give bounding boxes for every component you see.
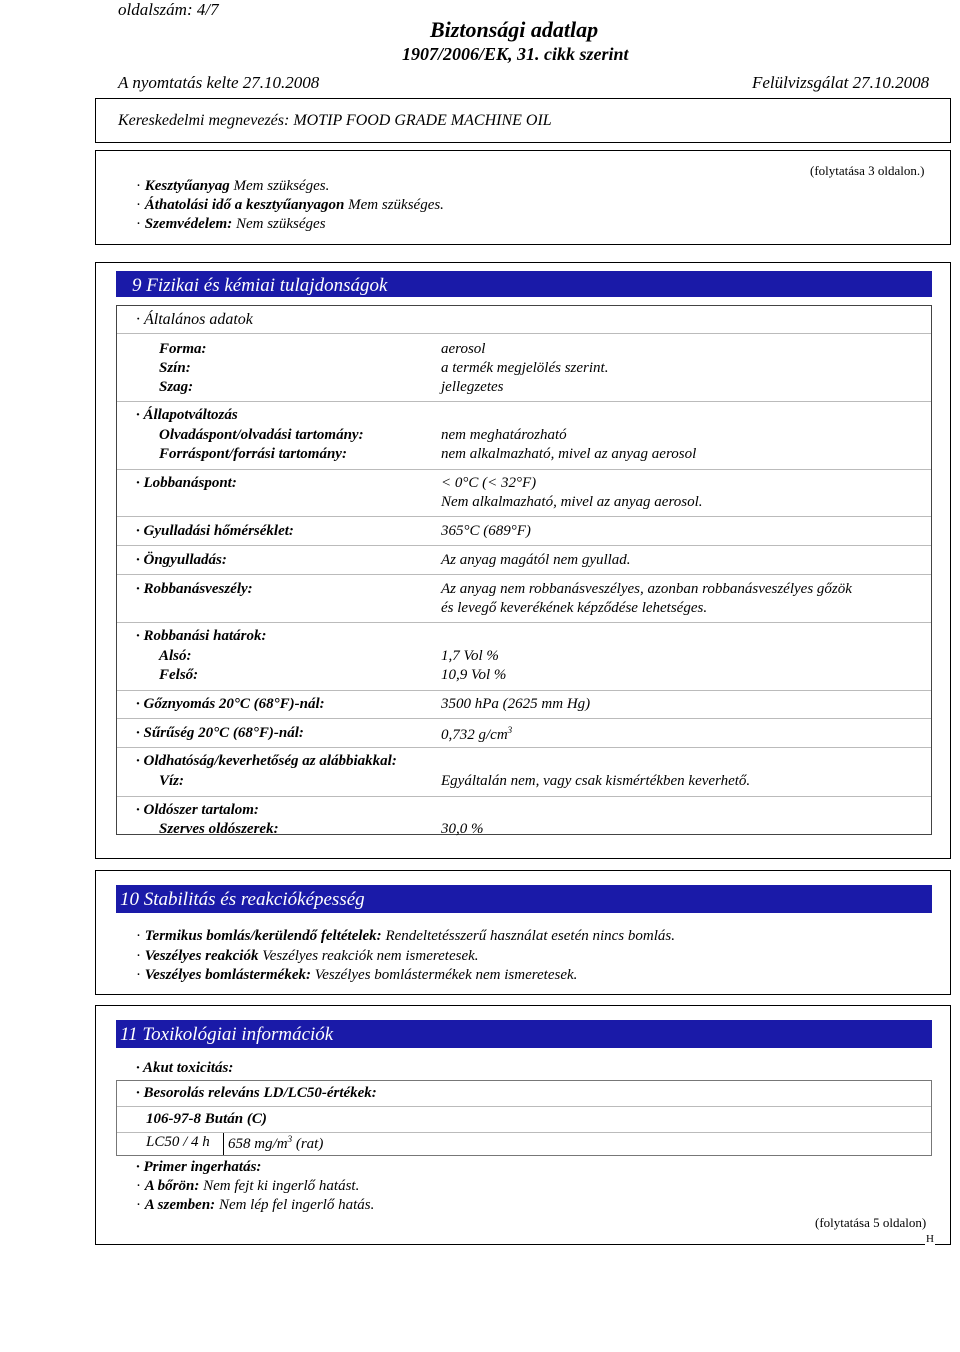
- water-value: Egyáltalán nem, vagy csak kismértékben keverhető.: [441, 773, 751, 789]
- section-11-box: [95, 1005, 951, 1245]
- explosion-hazard-value-2: és levegő keverékének képződése lehetséges.: [441, 600, 708, 616]
- odor-value: jellegzetes: [441, 379, 504, 395]
- explosion-limits-label: · Robbanási határok:: [136, 628, 267, 644]
- form-value: aerosol: [441, 341, 486, 357]
- gloves-line: · Kesztyűanyag Mem szükséges.: [136, 178, 330, 194]
- eye-protection-line: · Szemvédelem: Nem szükséges: [136, 216, 326, 232]
- lc50-label: LC50 / 4 h: [146, 1134, 210, 1150]
- section-9-box: [95, 262, 951, 859]
- trade-name-box: [95, 98, 951, 143]
- organic-solvents-label: Szerves oldószerek:: [159, 821, 279, 837]
- section-11-title: 11 Toxikológiai információk: [120, 1024, 334, 1045]
- review-date: Felülvizsgálat 27.10.2008: [752, 73, 930, 92]
- flash-point-label: · Lobbanáspont:: [136, 475, 237, 491]
- general-data: · Általános adatok: [136, 311, 253, 328]
- self-ignition-value: Az anyag magától nem gyullad.: [441, 552, 631, 568]
- organic-solvents-value: 30,0 %: [441, 821, 484, 837]
- melting-value: nem meghatározható: [441, 427, 567, 443]
- vapor-pressure-label: · Gőznyomás 20°C (68°F)-nál:: [136, 696, 325, 712]
- ignition-temp-value: 365°C (689°F): [441, 523, 531, 539]
- solubility-label: · Oldhatóság/keverhetőség az alábbiakkal:: [136, 753, 397, 769]
- upper-limit-label: Felső:: [159, 667, 199, 683]
- solvent-content-label: · Oldószer tartalom:: [136, 802, 259, 818]
- form-label: Forma:: [159, 341, 207, 357]
- state-change: · Állapotváltozás: [136, 407, 238, 423]
- thermal-decomposition: · Termikus bomlás/kerülendő feltételek: Rendeltetésszerű használat esetén nincs bomlás.: [136, 928, 675, 944]
- melting-label: Olvadáspont/olvadási tartomány:: [159, 427, 364, 443]
- continued-from: (folytatása 3 oldalon.): [810, 163, 925, 178]
- lower-limit-label: Alsó:: [159, 648, 192, 664]
- section-10-title: 10 Stabilitás és reakcióképesség: [120, 889, 365, 910]
- lc50-value: 658 $mg/m^3$ (rat): [228, 1134, 324, 1152]
- footer-mark: H: [926, 1233, 934, 1245]
- explosion-hazard-label: · Robbanásveszély:: [136, 581, 253, 597]
- page-number: oldalszám: 4/7: [118, 0, 219, 19]
- substance-butane: 106-97-8 Bután (C): [146, 1111, 267, 1127]
- section-9-title-bar: [116, 271, 932, 297]
- trade-name: Kereskedelmi megnevezés: MOTIP FOOD GRADE MACHINE OIL: [118, 112, 552, 129]
- acute-toxicity: · Akut toxicitás:: [136, 1060, 234, 1076]
- section-10-title-bar: [116, 885, 932, 913]
- skin-irritation: · A bőrön: Nem fejt ki ingerlő hatást.: [136, 1178, 360, 1194]
- boiling-value: nem alkalmazható, mivel az anyag aerosol: [441, 446, 697, 462]
- density-value: 0,732 $g/cm^3$: [441, 725, 513, 743]
- color-value: a termék megjelölés szerint.: [441, 360, 609, 376]
- hazardous-reactions: · Veszélyes reakciók Veszélyes reakciók nem ismeretesek.: [136, 948, 479, 964]
- hazardous-decomposition-products: · Veszélyes bomlástermékek: Veszélyes bomlástermékek nem ismeretesek.: [136, 967, 578, 983]
- print-date: A nyomtatás kelte 27.10.2008: [118, 73, 320, 92]
- self-ignition-label: · Öngyulladás:: [136, 552, 227, 568]
- section-9-title: 9 Fizikai és kémiai tulajdonságok: [132, 275, 388, 296]
- protection-box: [95, 150, 951, 245]
- section-10-box: [95, 870, 951, 995]
- water-label: Víz:: [159, 773, 185, 789]
- lower-limit-value: 1,7 Vol %: [441, 648, 499, 664]
- primary-irritation: · Primer ingerhatás:: [136, 1159, 262, 1175]
- regulation-subtitle: 1907/2006/EK, 31. cikk szerint: [402, 44, 629, 64]
- continued-on: (folytatása 5 oldalon): [815, 1215, 927, 1230]
- explosion-hazard-value-1: Az anyag nem robbanásveszélyes, azonban robbanásveszélyes gőzök: [441, 581, 852, 597]
- section-11-title-bar: [116, 1020, 932, 1048]
- penetration-line: · Áthatolási idő a kesztyűanyagon Mem szükséges.: [136, 197, 444, 213]
- upper-limit-value: 10,9 Vol %: [441, 667, 507, 683]
- vapor-pressure-value: 3500 hPa (2625 mm Hg): [441, 696, 591, 712]
- boiling-label: Forráspont/forrási tartomány:: [159, 446, 347, 462]
- flash-point-value: < 0°C (< 32°F): [441, 475, 537, 491]
- ignition-temp-label: · Gyulladási hőmérséklet:: [136, 523, 294, 539]
- odor-label: Szag:: [159, 379, 194, 395]
- ld50-classification: · Besorolás releváns LD/LC50-értékek:: [136, 1085, 377, 1101]
- density-label: · Sűrűség 20°C (68°F)-nál:: [136, 725, 304, 741]
- document-title: Biztonsági adatlap: [430, 17, 599, 42]
- color-label: Szín:: [159, 360, 191, 376]
- flash-point-note: Nem alkalmazható, mivel az anyag aerosol.: [441, 494, 703, 510]
- eye-irritation: · A szemben: Nem lép fel ingerlő hatás.: [136, 1197, 375, 1213]
